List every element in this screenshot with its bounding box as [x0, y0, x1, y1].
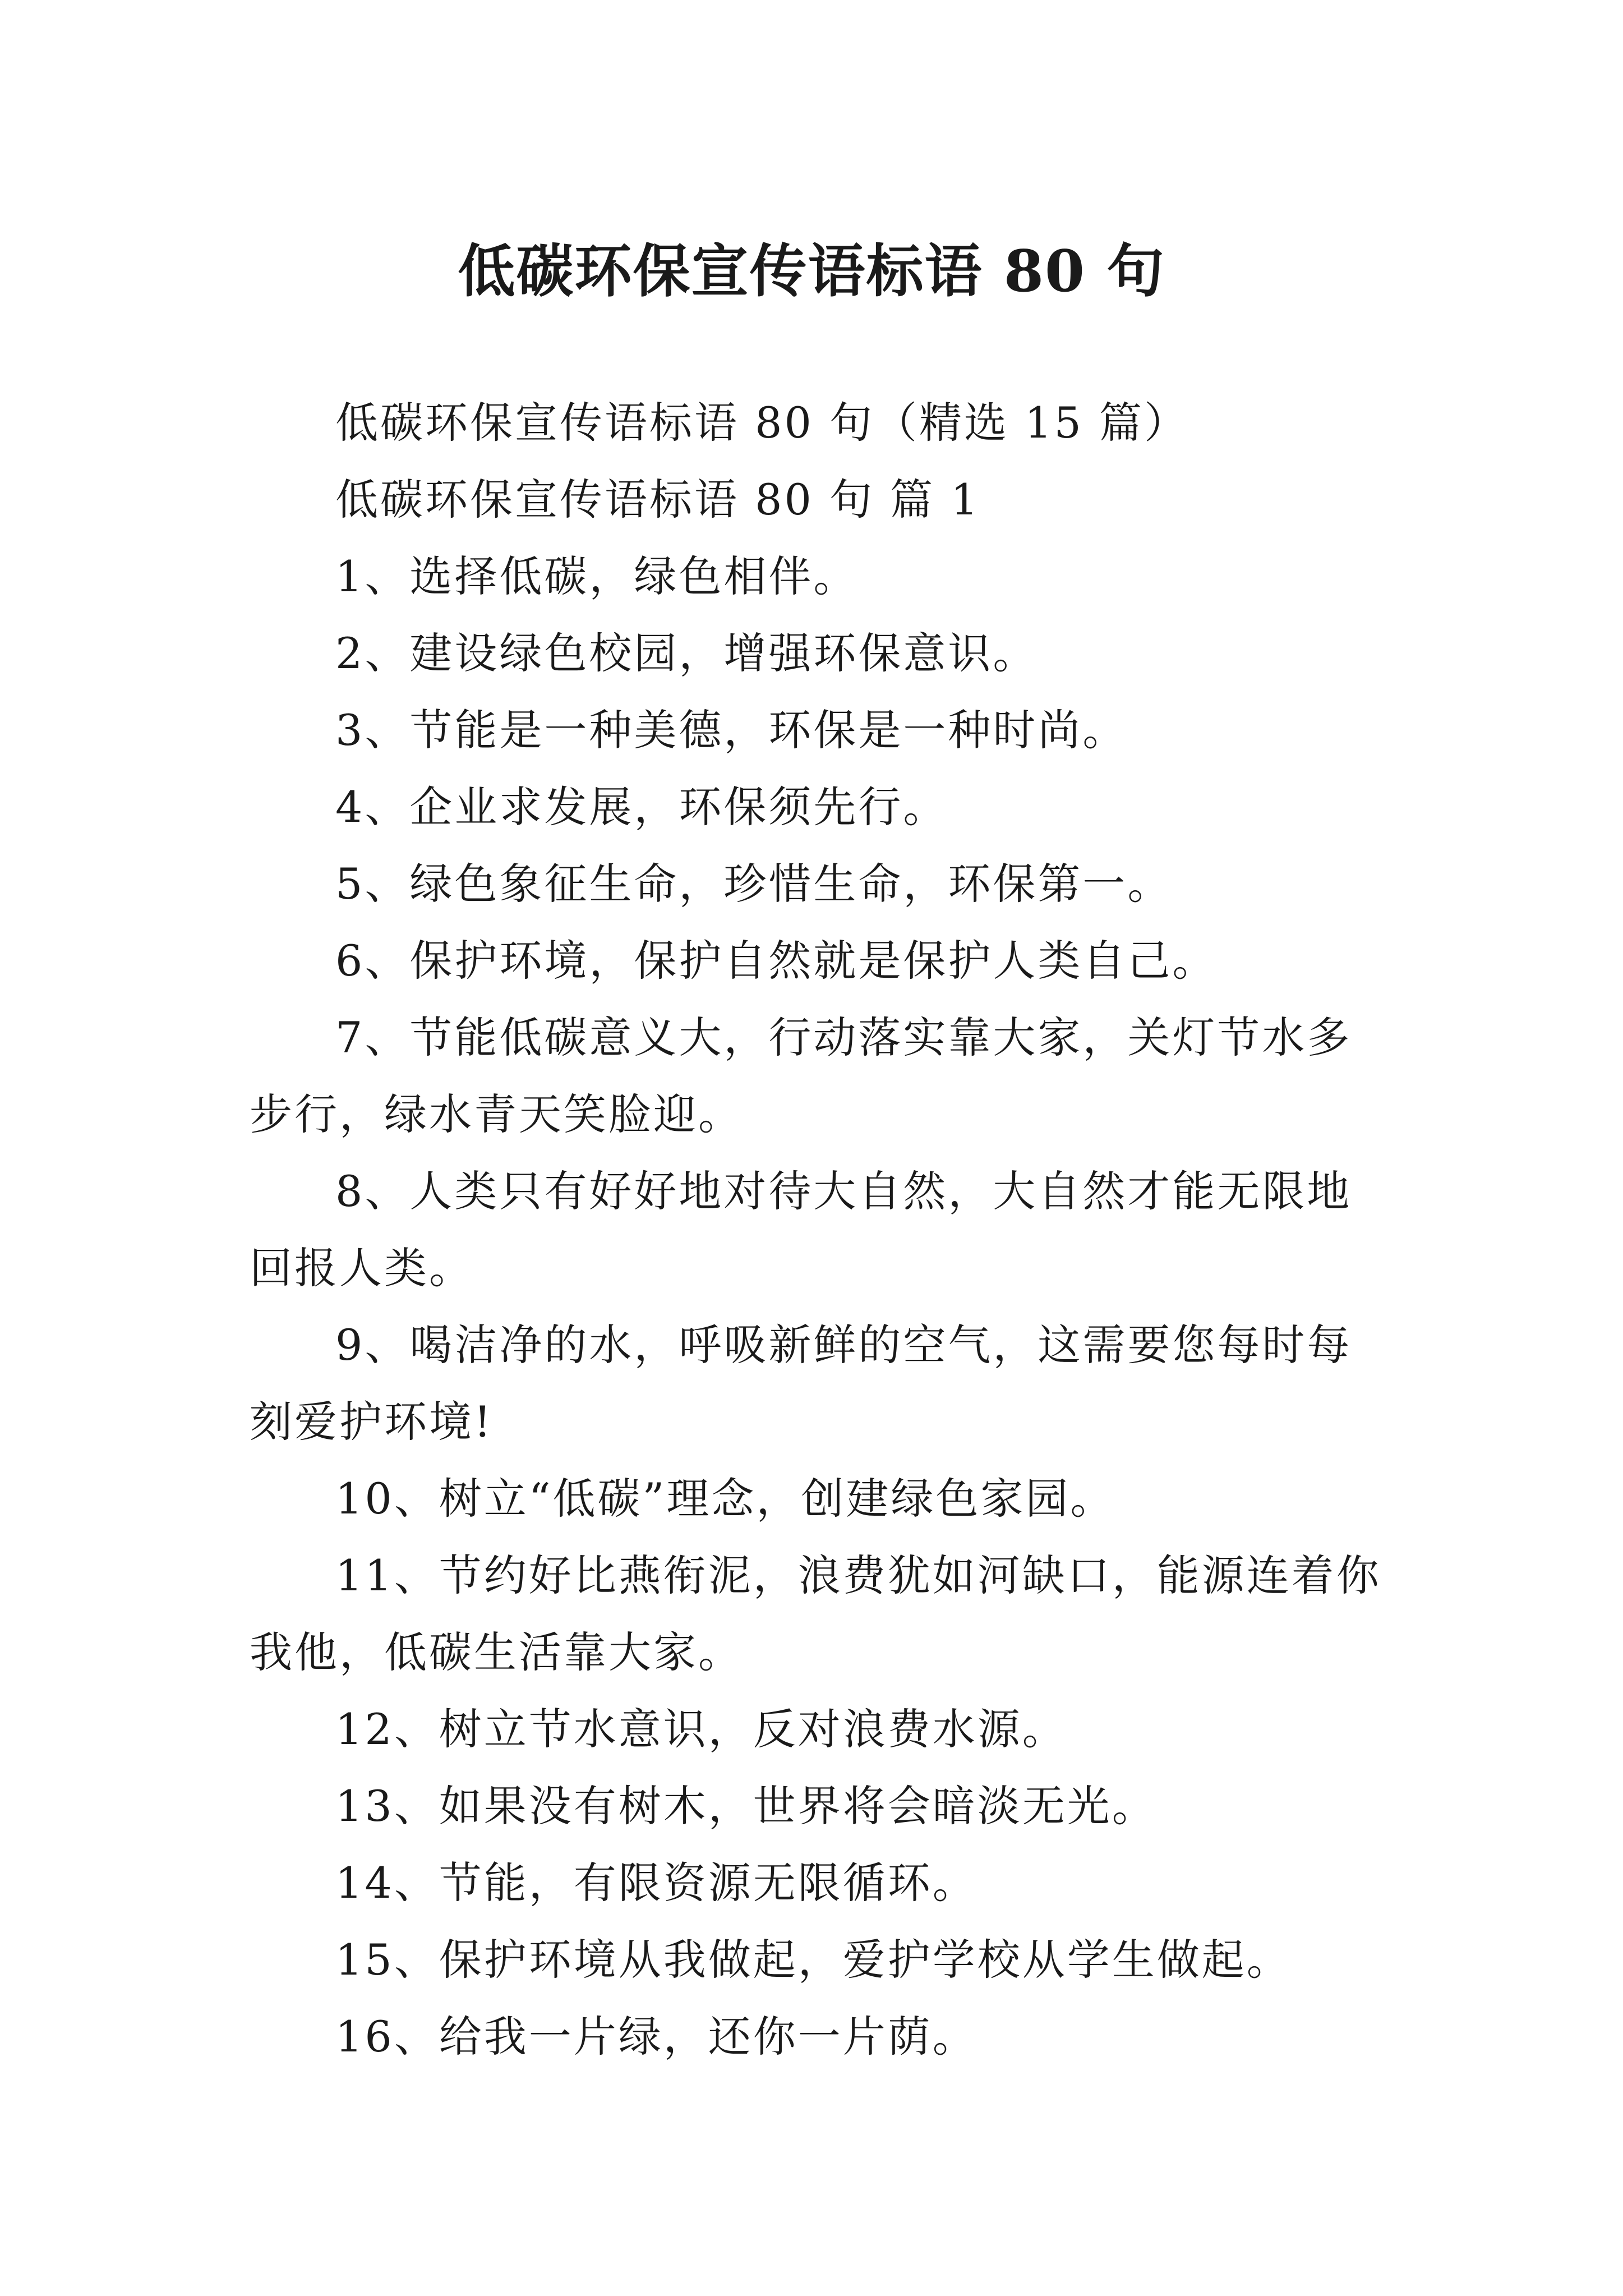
slogan-item: 6、保护环境，保护自然就是保护人类自己。	[335, 936, 1218, 986]
slogan-item: 3、节能是一种美德，环保是一种时尚。	[335, 705, 1128, 755]
slogan-item: 15、保护环境从我做起，爱护学校从学生做起。	[335, 1935, 1292, 1985]
document-title: 低碳环保宣传语标语 80 句	[458, 238, 1165, 306]
slogan-item: 2、建设绿色校园，增强环保意识。	[335, 628, 1038, 678]
slogan-item: 14、节能，有限资源无限循环。	[335, 1858, 978, 1908]
slogan-item: 7、节能低碳意义大，行动落实靠大家，关灯节水多步行，绿水青天笑脸迎。	[250, 1013, 1352, 1139]
slogan-item: 1、选择低碳，绿色相伴。	[335, 551, 859, 601]
slogan-item: 10、树立“低碳”理念，创建绿色家园。	[335, 1474, 1115, 1524]
slogan-item: 9、喝洁净的水，呼吸新鲜的空气，这需要您每时每刻爱护环境!	[250, 1320, 1352, 1447]
slogan-item: 11、节约好比燕衔泥，浪费犹如河缺口，能源连着你我他，低碳生活靠大家。	[250, 1550, 1381, 1677]
slogan-item: 5、绿色象征生命，珍惜生命，环保第一。	[335, 859, 1173, 909]
slogan-item: 4、企业求发展，环保须先行。	[335, 782, 948, 832]
slogan-item: 12、树立节水意识，反对浪费水源。	[335, 1704, 1067, 1754]
slogan-item: 8、人类只有好好地对待大自然，大自然才能无限地回报人类。	[250, 1166, 1352, 1293]
document-body	[250, 384, 1385, 2075]
slogan-item: 16、给我一片绿，还你一片荫。	[335, 2012, 978, 2062]
section-heading: 低碳环保宣传语标语 80 句 篇 1	[335, 475, 980, 524]
slogan-item: 13、如果没有树木，世界将会暗淡无光。	[335, 1781, 1157, 1831]
subtitle-line: 低碳环保宣传语标语 80 句（精选 15 篇）	[335, 398, 1189, 448]
